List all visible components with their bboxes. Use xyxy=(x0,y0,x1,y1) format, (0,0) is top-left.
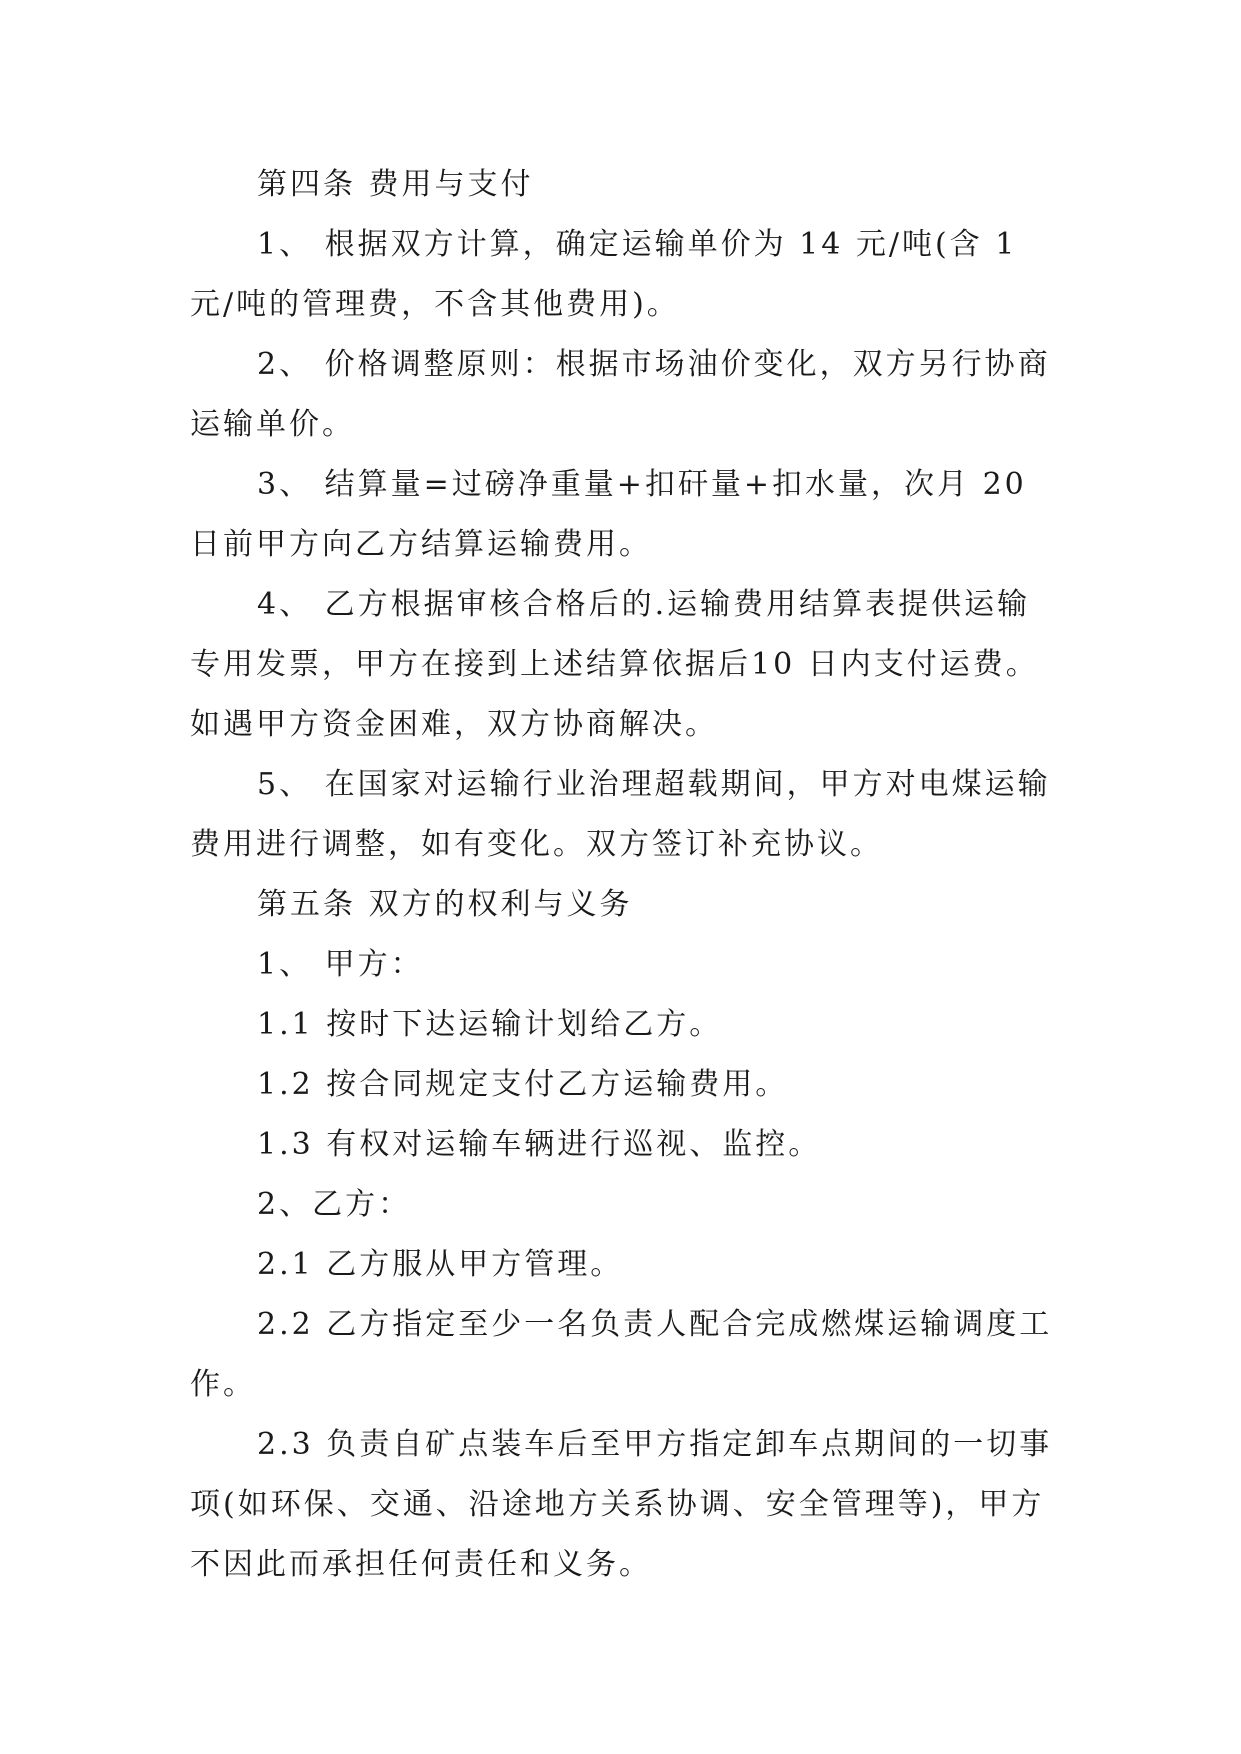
document-page xyxy=(190,155,1055,1595)
section-heading-article-5: 第五条 双方的权利与义务 xyxy=(257,887,633,922)
clause-5-2-1: 2.1 乙方服从甲方管理。 xyxy=(257,1247,624,1282)
clause-4-5: 5、 在国家对运输行业治理超载期间，甲方对电煤运输费用进行调整，如有变化。双方签订补充协议。 xyxy=(190,767,1051,862)
clause-5-1-2: 1.2 按合同规定支付乙方运输费用。 xyxy=(257,1067,789,1102)
clause-4-3: 3、 结算量=过磅净重量+扣矸量+扣水量，次月 20 日前甲方向乙方结算运输费用。 xyxy=(190,467,1027,562)
clause-4-4: 4、 乙方根据审核合格后的.运输费用结算表提供运输专用发票，甲方在接到上述结算依据后10 日内支付运费。如遇甲方资金困难，双方协商解决。 xyxy=(190,587,1039,742)
clause-5-2-party-b: 2、乙方： xyxy=(257,1187,412,1222)
clause-5-2-2: 2.2 乙方指定至少一名负责人配合完成燃煤运输调度工作。 xyxy=(190,1307,1053,1402)
clause-4-2: 2、 价格调整原则：根据市场油价变化，双方另行协商运输单价。 xyxy=(190,347,1051,442)
section-heading-article-4: 第四条 费用与支付 xyxy=(257,167,534,202)
clause-5-1-1: 1.1 按时下达运输计划给乙方。 xyxy=(257,1007,723,1042)
clause-4-1: 1、 根据双方计算，确定运输单价为 14 元/吨(含 1 元/吨的管理费，不含其他费用)。 xyxy=(190,227,1018,322)
clause-5-1-3: 1.3 有权对运输车辆进行巡视、监控。 xyxy=(257,1127,822,1162)
clause-5-2-3: 2.3 负责自矿点装车后至甲方指定卸车点期间的一切事项(如环保、交通、沿途地方关系协调、安全管理等)，甲方不因此而承担任何责任和义务。 xyxy=(190,1427,1053,1582)
clause-5-1-party-a: 1、 甲方： xyxy=(257,947,424,982)
